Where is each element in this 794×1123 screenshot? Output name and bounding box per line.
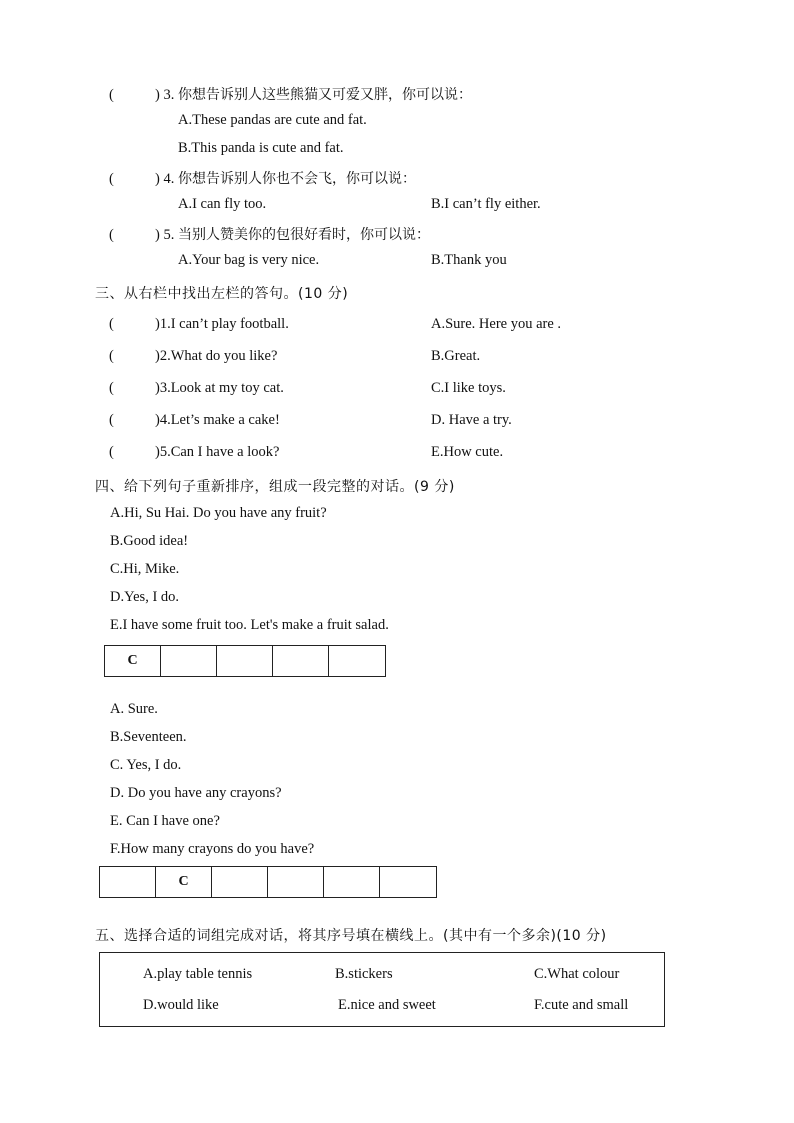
match-answer: A.Sure. Here you are . [431, 316, 562, 332]
answer-paren[interactable]: ( [109, 444, 114, 460]
answer-box[interactable] [268, 867, 324, 897]
answer-box[interactable] [324, 867, 380, 897]
section5-title: 五、选择合适的词组完成对话，将其序号填在横线上。(其中有一个多余)(10 分) [95, 928, 607, 944]
section4-title: 四、给下列句子重新排序，组成一段完整的对话。(9 分) [95, 479, 455, 495]
word-option: B.stickers [335, 966, 393, 982]
answer-paren[interactable]: ( [109, 380, 114, 396]
match-row: ( )2.What do you like? [109, 348, 278, 364]
sentence-item: E.I have some fruit too. Let's make a fruit salad. [110, 617, 389, 633]
answer-paren[interactable]: ( [109, 412, 114, 428]
answer-box[interactable] [100, 867, 156, 897]
match-row: ( )5.Can I have a look? [109, 444, 280, 460]
option-a: A.These pandas are cute and fat. [178, 112, 367, 128]
option-b: B.This panda is cute and fat. [178, 140, 344, 156]
answer-paren[interactable]: ( [109, 348, 114, 364]
sentence-item: C. Yes, I do. [110, 757, 182, 773]
sentence-item: D. Do you have any crayons? [110, 785, 282, 801]
match-row: ( )4.Let’s make a cake! [109, 412, 280, 428]
answer-box[interactable]: C [105, 646, 161, 676]
match-row: ( )1.I can’t play football. [109, 316, 289, 332]
option-a: A.I can fly too. [178, 196, 267, 212]
word-bank-box [99, 952, 665, 1027]
word-option: E.nice and sweet [338, 997, 436, 1013]
answer-box[interactable]: C [156, 867, 212, 897]
option-a: A.Your bag is very nice. [178, 252, 320, 268]
answer-box[interactable] [380, 867, 436, 897]
answer-paren[interactable]: ( [109, 227, 114, 243]
sentence-item: A. Sure. [110, 701, 158, 717]
order-answer-boxes-1 [104, 645, 386, 677]
match-answer: D. Have a try. [431, 412, 512, 428]
answer-box[interactable] [212, 867, 268, 897]
sentence-item: B.Good idea! [110, 533, 189, 549]
answer-box[interactable] [329, 646, 385, 676]
match-answer: C.I like toys. [431, 380, 506, 396]
match-row: ( )3.Look at my toy cat. [109, 380, 284, 396]
question-text: 你想告诉别人这些熊猫又可爱又胖，你可以说： [177, 87, 472, 103]
answer-paren[interactable]: ( [109, 87, 114, 103]
answer-box[interactable] [217, 646, 273, 676]
word-option: D.would like [143, 997, 219, 1013]
answer-paren[interactable]: ( [109, 316, 114, 332]
answer-box[interactable] [273, 646, 329, 676]
sentence-item: B.Seventeen. [110, 729, 187, 745]
order-answer-boxes-2 [99, 866, 437, 898]
question-text: 你想告诉别人你也不会飞，你可以说： [177, 171, 416, 187]
option-b: B.I can’t fly either. [431, 196, 541, 212]
sentence-item: D.Yes, I do. [110, 589, 180, 605]
option-b: B.Thank you [431, 252, 507, 268]
question-text: 当别人赞美你的包很好看时，你可以说： [177, 227, 430, 243]
sentence-item: E. Can I have one? [110, 813, 220, 829]
word-option: C.What colour [534, 966, 620, 982]
word-option: A.play table tennis [143, 966, 253, 982]
answer-box[interactable] [161, 646, 217, 676]
sentence-item: F.How many crayons do you have? [110, 841, 315, 857]
match-answer: B.Great. [431, 348, 481, 364]
word-option: F.cute and small [534, 997, 629, 1013]
sentence-item: C.Hi, Mike. [110, 561, 180, 577]
sentence-item: A.Hi, Su Hai. Do you have any fruit? [110, 505, 327, 521]
section3-title: 三、从右栏中找出左栏的答句。(10 分) [95, 286, 349, 302]
answer-paren[interactable]: ( [109, 171, 114, 187]
match-answer: E.How cute. [431, 444, 504, 460]
